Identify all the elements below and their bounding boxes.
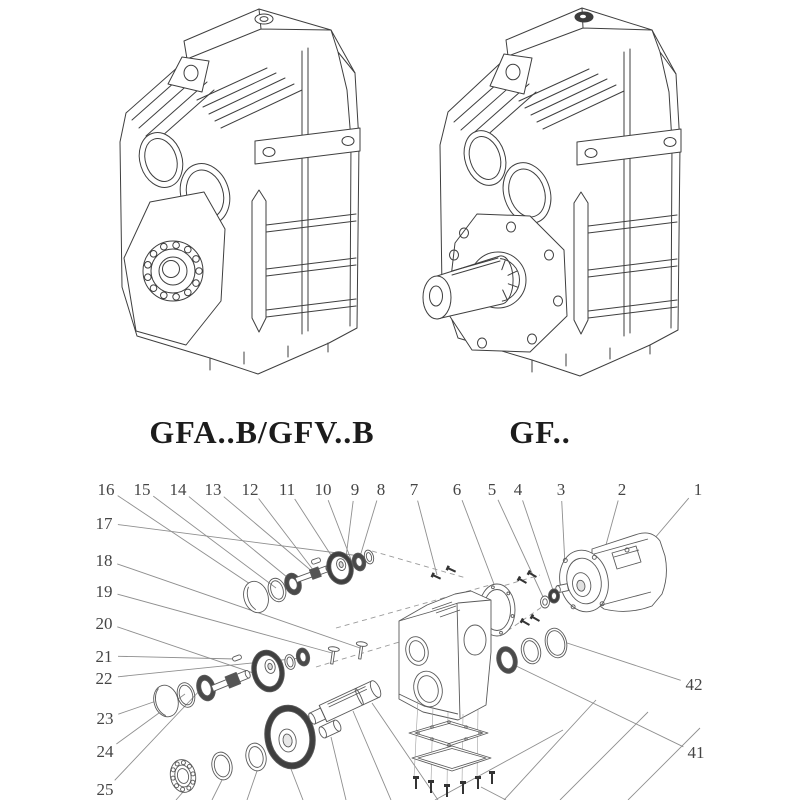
- callout-19: 19: [95, 582, 113, 601]
- callout-23: 23: [96, 709, 114, 728]
- hollow-output-shaft: [306, 679, 383, 728]
- callout-12: 12: [241, 480, 259, 499]
- helical-gear: [260, 701, 320, 773]
- callout-5: 5: [487, 480, 497, 499]
- leader-line-5: [498, 500, 544, 599]
- callout-3: 3: [556, 480, 566, 499]
- gear-housing: [399, 591, 491, 720]
- callout-24: 24: [96, 742, 114, 761]
- input-shaft-assembly: [240, 549, 376, 616]
- callout-22: 22: [95, 669, 113, 688]
- leader-line-19: [118, 594, 332, 653]
- leader-line-21: [118, 656, 236, 659]
- callout-25: 25: [96, 780, 114, 799]
- model-label-gfab: GFA..B/GFV..B: [149, 414, 375, 450]
- callout-13: 13: [204, 480, 222, 499]
- callout-42: 42: [685, 675, 703, 694]
- callout-10: 10: [314, 480, 332, 499]
- gearbox-drawing-gfab: [92, 0, 402, 400]
- callout-2: 2: [617, 480, 627, 499]
- callout-8: 8: [376, 480, 386, 499]
- model-label-gf: GF..: [509, 414, 571, 450]
- callout-41: 41: [687, 743, 705, 762]
- leader-line-6: [462, 500, 497, 592]
- callout-14: 14: [169, 480, 187, 499]
- callout-17: 17: [95, 514, 113, 533]
- exploded-parts-diagram: [0, 455, 800, 800]
- motor: [554, 533, 666, 616]
- leader-line-16: [118, 496, 262, 592]
- callout-1: 1: [693, 480, 703, 499]
- callout-18: 18: [95, 551, 113, 570]
- oil-plug: [255, 14, 273, 24]
- callout-7: 7: [409, 480, 419, 499]
- callout-16: 16: [97, 480, 115, 499]
- output-shaft-assembly: [150, 641, 383, 795]
- callout-4: 4: [513, 480, 523, 499]
- leader-line-41: [510, 663, 683, 747]
- vent-plug: [326, 646, 339, 665]
- leader-line-12: [259, 498, 317, 575]
- leader-line-20: [117, 627, 262, 676]
- callout-15: 15: [133, 480, 151, 499]
- leader-line-42: [558, 640, 681, 680]
- leader-line-15: [153, 496, 276, 588]
- leader-line-17: [118, 525, 368, 557]
- callout-20: 20: [95, 614, 113, 633]
- leader-line-14: [189, 497, 293, 582]
- gearbox-drawing-gf: [412, 0, 722, 400]
- ball-bearing: [167, 757, 198, 794]
- vent-plug: [354, 641, 367, 660]
- callout-21: 21: [95, 647, 113, 666]
- leader-line-7: [418, 501, 437, 575]
- leader-line-4: [523, 500, 554, 593]
- oil-plug: [575, 12, 593, 22]
- callout-11: 11: [278, 480, 296, 499]
- callout-6: 6: [452, 480, 462, 499]
- callout-9: 9: [350, 480, 360, 499]
